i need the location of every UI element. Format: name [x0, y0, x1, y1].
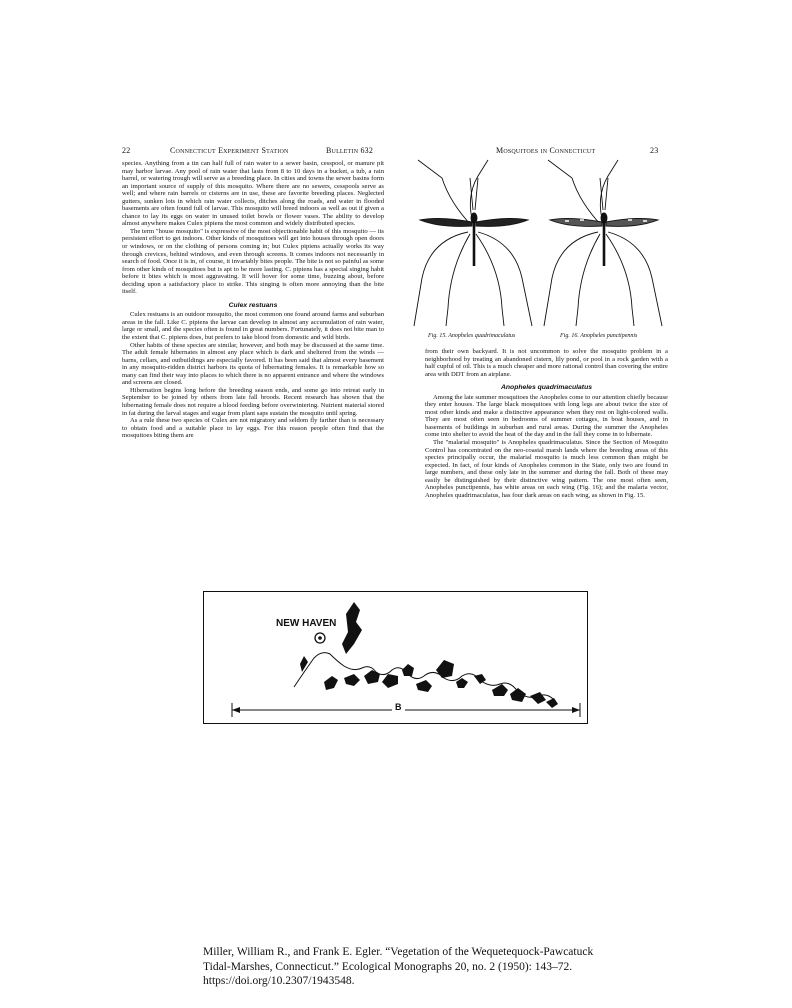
paragraph: Culex restuans is an outdoor mosquito, the most common one found around farms and suburban areas in the fall. Like C. pipiens the larvae can develop in almost any accumulation of rain water, large or small, and the species often is found in great numbers. Fortunately, it does not bite man to the extent that C. pipiens does, but prefers to take blood from domestic and wild birds.: [122, 311, 384, 342]
paragraph: Among the late summer mosquitoes the Anopheles come to our attention chiefly because they enter houses. The large black mosquitoes with long legs are about twice the size of most other kinds and make a distinctive appearance when they rest on light-colored walls. They are most often seen in bedrooms of summer cottages, in boat houses, and in basements of buildings in suburban and rural areas. During the summer the Anopheles come into shelter to avoid the heat of the day and in the fall they come in to hibernate.: [425, 393, 668, 439]
figure-16-caption: Fig. 16. Anopheles punctipennis: [560, 333, 638, 339]
paragraph: Other habits of these species are similar, however, and both may be discussed at the same time. The adult female hibernates in almost any place which is dark and sheltered from the winds — barns, cellars, and outbuildings are especially favored. It has been said that almost every basement in any mosquito-ridden district harbors its quota of hibernating females. It is remarkable how so many can find their way into places to which there is no apparent entrance and where the windows and screens are closed.: [122, 341, 384, 387]
left-running-head: Connecticut Experiment Station: [170, 146, 289, 155]
paragraph: As a rule these two species of Culex are not migratory and seldom fly farther than is necessary to obtain food and a suitable place to lay eggs. For this reason people often find that the mosquitoes biting them are: [122, 417, 384, 440]
paragraph: species. Anything from a tin can half full of rain water to a sewer basin, cesspool, or manure pit may harbor larvae. Any pool of rain water that lasts from 8 to 10 days in a bucket, a tub, a rain barrel, or watering trough will serve as a breeding place. In cities and towns the sewer basins form an important source of supply of this mosquito. Where there are no sewers, cesspools serve as well; and where rain barrels or cisterns are in use, these are favorite breeding places. Neglected gutters, sunken lots in which rain water collects, ditches along the roads, and water in flooded basements are often found full of larvae. This mosquito will breed indoors as well as out if given a chance to lay its eggs on water in unused toilet bowls or flower vases. The ability to develop almost anywhere makes Culex pipiens the most common and widely distributed species.: [122, 160, 384, 228]
coastal-map: [203, 591, 588, 724]
section-heading: Culex restuans: [228, 301, 278, 309]
right-running-head: Mosquitoes in Connecticut: [496, 146, 596, 155]
citation: Miller, William R., and Frank E. Egler. “Vegetation of the Wequetequock-Pawcatuck Tidal-Marshes, Connecticut.” Ecological Monographs 20, no. 2 (1950): 143–72. https://doi.org/10.2307/1943548.: [203, 946, 594, 987]
marsh-patches: [324, 660, 558, 708]
paragraph: The term "house mosquito" is expressive of the most objectionable habit of this mosquito — its persistent effort to get indoors. Other kinds of mosquitoes will get into houses through open doors or windows, or on the clothing of persons coming in; but Culex pipiens actually works its way through crevices, behind windows, and even through screens. It comes indoors not necessarily in search of food. Once it is in, of course, it invariably bites people. The bite is not so painful as some from other kinds of mosquitoes but is apt to be more lasting. C. pipiens has a special singing habit before it bites which is most aggravating. It will hover for some time, buzzing about, before deciding upon a satisfactory place to strike. This singing is often more annoying than the bite itself.: [122, 227, 384, 296]
left-text-column: [122, 160, 384, 440]
figure-16-mosquito: [544, 160, 662, 326]
new-haven-label: NEW HAVEN: [276, 618, 337, 629]
paragraph: Hibernation begins long before the breeding season ends, and some go into retreat early in September to be joined by others from late fall broods. Recent research has shown that the hibernating female does not require a blood feeding before overwintering. Nutrient material stored in fat during the larval stages and sugar from plant saps sustain the mosquito until spring.: [122, 386, 384, 417]
span-label-b: B: [392, 702, 405, 712]
mosquito-figures: [410, 158, 668, 332]
right-page-number: 23: [650, 146, 659, 155]
right-text-column: [425, 348, 668, 499]
span-arrow-right-head: [572, 707, 580, 713]
new-haven-harbor-shape: [342, 602, 362, 654]
section-heading: Anopheles quadrimaculatus: [500, 384, 593, 392]
figure-15-caption: Fig. 15. Anopheles quadrimaculatus: [428, 333, 516, 339]
left-page-number: 22: [122, 146, 131, 155]
paragraph: from their own backyard. It is not uncommon to solve the mosquito problem in a neighborhood by treating an abandoned cistern, lily pond, or pool in a rock garden with a half cupful of oil. This is a much cheaper and more rational control than covering the entire area with DDT from an airplane.: [425, 348, 668, 378]
bulletin-number: Bulletin 632: [326, 146, 374, 155]
paragraph: The "malarial mosquito" is Anopheles quadrimaculatus. Since the Section of Mosquito Control has concentrated on the neo-coastal marsh lands where the breeding areas of this species principally occur, the malarial mosquito is much less common than might be expected. In fact, of four kinds of Anopheles common in the State, only two are found in large numbers, and these only late in the summer and during the fall. Both of these may easily be distinguished by their distinctive wing pattern. The one most often seen, Anopheles punctipennis, has white areas on each wing (Fig. 16); and the malaria vector, Anopheles quadrimaculatus, has four dark areas on each wing, as shown in Fig. 15.: [425, 439, 668, 499]
figure-15-mosquito: [414, 160, 532, 326]
span-arrow-left-head: [232, 707, 240, 713]
